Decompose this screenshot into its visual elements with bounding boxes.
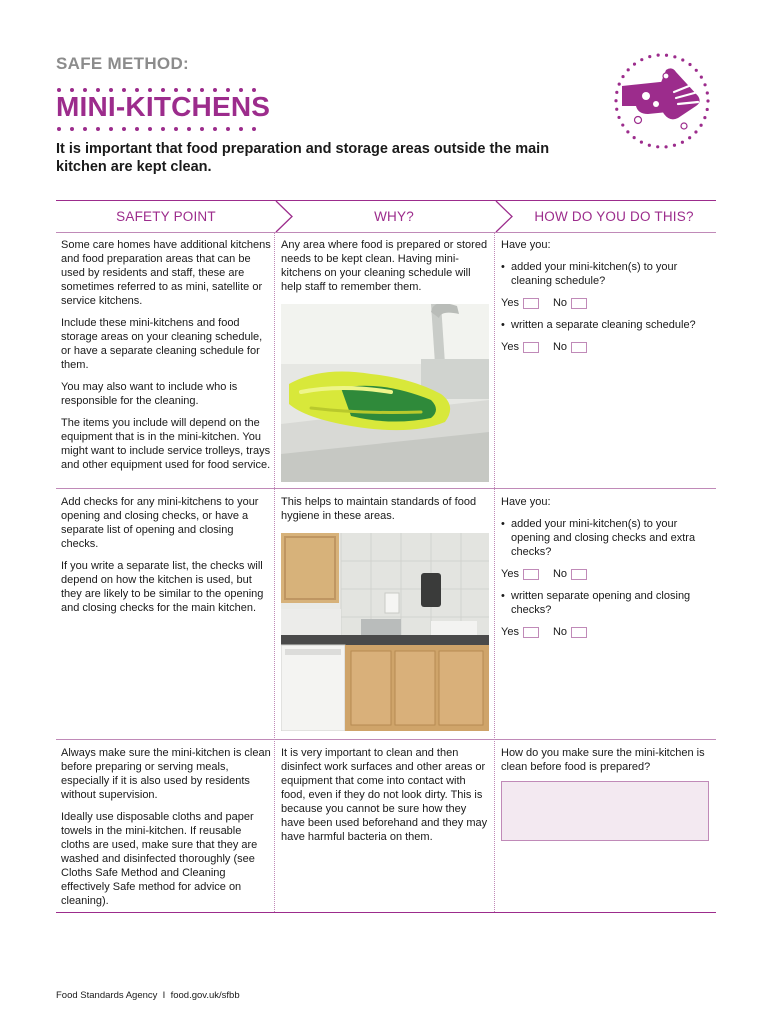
answer-field[interactable] bbox=[501, 781, 709, 841]
row3-why bbox=[281, 746, 491, 852]
no-checkbox[interactable] bbox=[571, 627, 587, 638]
safety-paragraph: Include these mini-kitchens and food storage areas on your cleaning schedule, or have a separate cleaning schedule for them. bbox=[61, 317, 263, 371]
row2-how bbox=[501, 495, 711, 647]
safety-paragraph: The items you include will depend on the equipment that is in the mini-kitchen. You might want to include service trolleys, trays and other equipment used for food service. bbox=[61, 417, 271, 471]
safety-paragraph: Add checks for any mini-kitchens to your opening and closing checks, or have a separate list of opening and closing checks. bbox=[61, 496, 259, 550]
yes-checkbox[interactable] bbox=[523, 298, 539, 309]
table-header bbox=[56, 201, 716, 233]
why-text: This helps to maintain standards of food hygiene in these areas. bbox=[281, 496, 477, 522]
column-divider bbox=[274, 233, 275, 912]
yes-label: Yes bbox=[501, 626, 519, 638]
row2-why bbox=[281, 495, 491, 531]
safety-paragraph: If you write a separate list, the checks will depend on how the kitchen is used, but they are likely to be similar to the opening and closing checks for the main kitchen. bbox=[61, 560, 264, 614]
intro-text: It is important that food preparation and storage areas outside the main kitchen are kept clean. bbox=[56, 141, 550, 175]
footer: Food Standards Agency I food.gov.uk/sfbb bbox=[56, 990, 240, 1001]
how-question: How do you make sure the mini-kitchen is clean before food is prepared? bbox=[501, 747, 705, 773]
yes-checkbox[interactable] bbox=[523, 569, 539, 580]
column-header-safety-point: SAFETY POINT bbox=[116, 209, 216, 224]
yes-label: Yes bbox=[501, 297, 519, 309]
mini-kitchen-photo bbox=[281, 533, 489, 731]
column-header-why: WHY? bbox=[374, 209, 414, 224]
safety-paragraph: You may also want to include who is responsible for the cleaning. bbox=[61, 381, 238, 407]
cleaning-glove-photo bbox=[281, 304, 489, 482]
yes-checkbox[interactable] bbox=[523, 342, 539, 353]
row3-how bbox=[501, 746, 711, 782]
yes-checkbox[interactable] bbox=[523, 627, 539, 638]
row-divider bbox=[56, 488, 716, 489]
no-label: No bbox=[552, 626, 568, 638]
safety-paragraph: Some care homes have additional kitchens and food preparation areas that can be used by residents and staff, these are sometimes referred to as mini, satellite or service kitchens. bbox=[61, 239, 271, 307]
column-divider bbox=[494, 233, 495, 912]
why-text: Any area where food is prepared or stored needs to be kept clean. Having mini-kitchens on your cleaning schedule will help staff to remember them. bbox=[281, 239, 488, 293]
yes-no-check bbox=[501, 296, 711, 310]
yes-no-check bbox=[501, 625, 711, 639]
column-header-how: HOW DO YOU DO THIS? bbox=[534, 209, 694, 224]
row-divider bbox=[56, 739, 716, 740]
safety-paragraph: Ideally use disposable cloths and paper towels in the mini-kitchen. If reusable cloths are used, make sure that they are washed and disinfected thoroughly (see Cloths Safe Method and Cleaning effectively Safe method for advice on cleaning). bbox=[61, 811, 258, 907]
how-intro: Have you: bbox=[501, 496, 551, 508]
row1-safety-point bbox=[61, 238, 271, 480]
why-text: It is very important to clean and then disinfect work surfaces and other areas or equipment that come into contact with food, even if they do not look dirty. This is because you cannot be sure how they have been used beforehand and they may have harmful bacteria on them. bbox=[281, 747, 488, 843]
how-intro: Have you: bbox=[501, 239, 551, 251]
hands-washing-icon bbox=[608, 52, 716, 150]
yes-label: Yes bbox=[501, 568, 519, 580]
row1-why bbox=[281, 238, 491, 302]
row1-how bbox=[501, 238, 711, 362]
yes-no-check bbox=[501, 567, 711, 581]
page-title: MINI-KITCHENS bbox=[56, 91, 271, 122]
row-divider bbox=[56, 232, 716, 233]
page-kicker: SAFE METHOD: bbox=[56, 54, 189, 73]
no-checkbox[interactable] bbox=[571, 342, 587, 353]
dotted-rule bbox=[56, 126, 266, 132]
no-label: No bbox=[552, 568, 568, 580]
no-checkbox[interactable] bbox=[571, 298, 587, 309]
yes-no-check bbox=[501, 340, 711, 354]
row2-safety-point bbox=[61, 495, 271, 623]
no-label: No bbox=[552, 341, 568, 353]
safe-method-table bbox=[56, 200, 716, 913]
check-item: • written a separate cleaning schedule? bbox=[501, 318, 711, 332]
check-item: • added your mini-kitchen(s) to your cleaning schedule? bbox=[501, 260, 711, 288]
yes-label: Yes bbox=[501, 341, 519, 353]
no-checkbox[interactable] bbox=[571, 569, 587, 580]
safety-paragraph: Always make sure the mini-kitchen is clean before preparing or serving meals, especially if it is also used by residents without supervision. bbox=[61, 747, 271, 801]
check-item: • added your mini-kitchen(s) to your opening and closing checks and extra checks? bbox=[501, 517, 711, 559]
check-item: • written separate opening and closing checks? bbox=[501, 589, 711, 617]
no-label: No bbox=[552, 297, 568, 309]
row3-safety-point bbox=[61, 746, 271, 916]
